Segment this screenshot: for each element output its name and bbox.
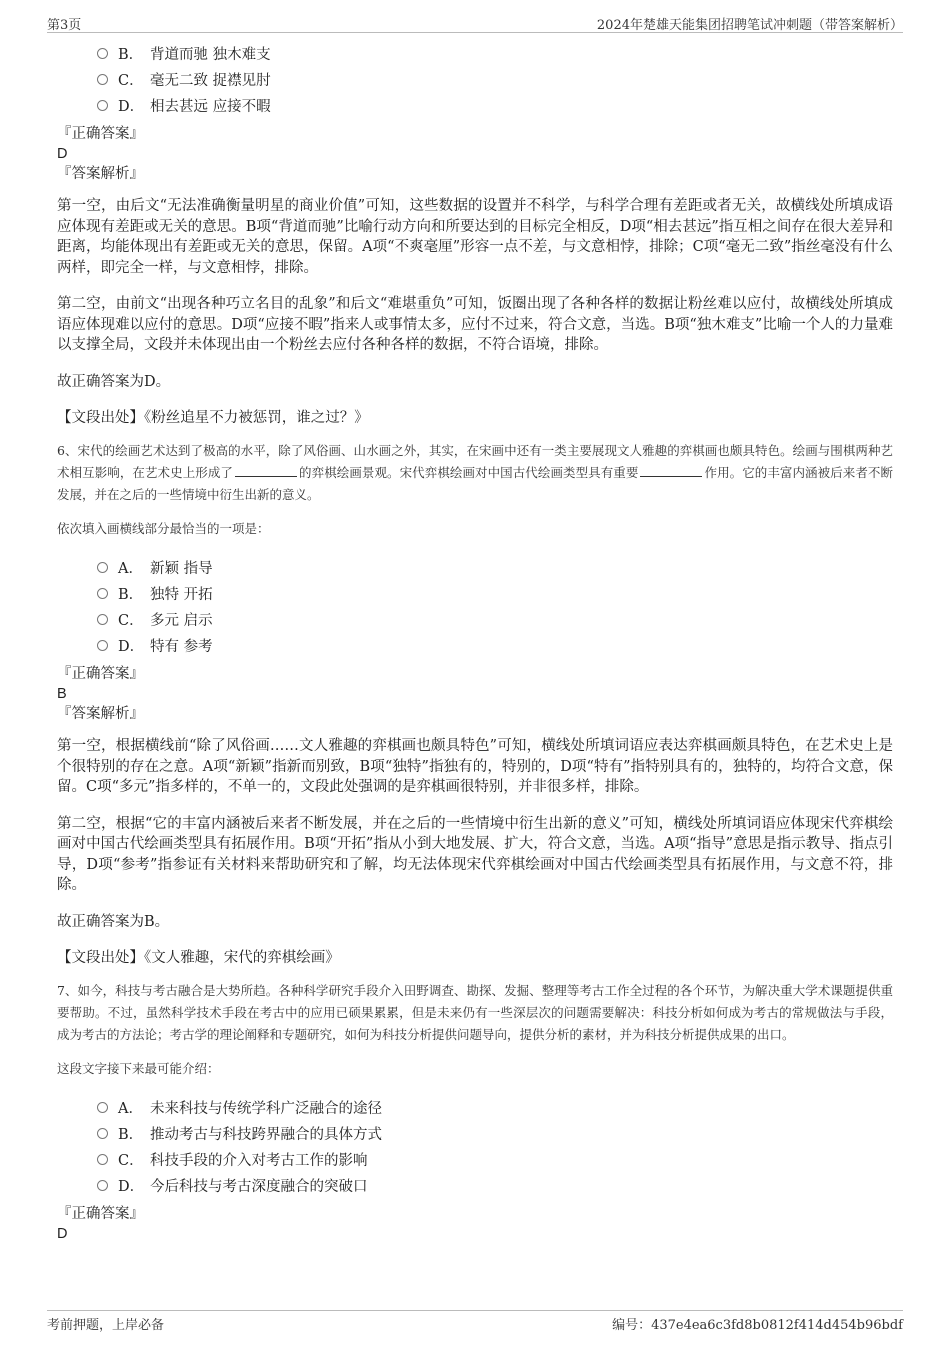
option-letter: C．: [118, 612, 144, 629]
q7-options: [97, 1094, 893, 1198]
answer-value: D: [57, 1226, 68, 1242]
q6-option-c[interactable]: [97, 606, 893, 632]
option-text: 毫无二致 捉襟见肘: [150, 72, 271, 89]
question-stem: [57, 440, 893, 506]
option-text: 未来科技与传统学科广泛融合的途径: [150, 1100, 382, 1117]
option-letter: D．: [118, 1178, 145, 1195]
option-letter: C．: [118, 72, 144, 89]
option-text: 背道而驰 独木难支: [150, 46, 271, 63]
q7-option-a[interactable]: [97, 1094, 893, 1120]
option-letter: B．: [118, 586, 144, 603]
q5-option-d[interactable]: [97, 92, 893, 118]
radio-icon[interactable]: [97, 614, 108, 625]
footer-serial: 编号：437e4ea6c3fd8b0812f414d454b96bdf: [612, 1318, 903, 1333]
radio-icon[interactable]: [97, 1180, 108, 1191]
analysis-conclusion: 故正确答案为D。: [57, 373, 171, 390]
q7-option-b[interactable]: [97, 1120, 893, 1146]
radio-icon[interactable]: [97, 48, 108, 59]
answer-label: 『正确答案』: [57, 1206, 144, 1222]
option-letter: B．: [118, 46, 144, 63]
q6-options: [97, 554, 893, 658]
footer-slogan: 考前押题，上岸必备: [47, 1318, 165, 1333]
analysis-paragraph: 第二空，根据“它的丰富内涵被后来者不断发展，并在之后的一些情境中衍生出新的意义”可知，横线处所填词语应体现宋代弈棋绘画对中国古代绘画类型具有拓展作用。B项“开拓”指从小到大地发展、扩大，符合文意，当选。A项“指导”意思是指示教导、指点引导，D项“参考”指参证有关材料来帮助研究和了解，均无法体现宋代弈棋绘画对中国古代绘画类型具有拓展作用，与文意不符，排除。: [57, 815, 893, 893]
q5-options: [97, 40, 893, 118]
question-stem: 7、如今，科技与考古融合是大势所趋。各种科学研究手段介入田野调查、勘探、发掘、整理等考古工作全过程的各个环节，为解决重大学术课题提供重要帮助。不过，虽然科学技术手段在考古中的应用已硕果累累，但是未来仍有一些深层次的问题需要解决：科技分析如何成为考古的常规做法与手段，成为考古的方法论；考古学的理论阐释和专题研究，如何为科技分析提供问题导向，提供分析的素材，并为科技分析提供成果的出口。: [57, 983, 893, 1042]
q5-option-c[interactable]: [97, 66, 893, 92]
source-citation: 【文段出处】《粉丝追星不力被惩罚，谁之过？》: [57, 410, 369, 426]
stem-part: 作用。它的丰富内涵被后来者不断发展，并在之后的一些情境中衍生出新的意义。: [57, 465, 893, 502]
q6-option-b[interactable]: [97, 580, 893, 606]
q6-option-a[interactable]: [97, 554, 893, 580]
header-divider: [47, 32, 903, 33]
option-letter: A．: [118, 1100, 143, 1117]
option-text: 推动考古与科技跨界融合的具体方式: [150, 1126, 382, 1143]
analysis-conclusion: 故正确答案为B。: [57, 913, 170, 930]
q6-option-d[interactable]: [97, 632, 893, 658]
option-text: 今后科技与考古深度融合的突破口: [150, 1178, 368, 1195]
radio-icon[interactable]: [97, 1154, 108, 1165]
stem-part: 6、宋代的绘画艺术达到了极高的水平，除了风俗画、山水画之外，其实，在宋画中还有一类主要展现文人雅趣的弈棋画也颇具特色。绘画与围棋两种艺术相互影响，在艺术史上形成了: [57, 443, 893, 480]
analysis-paragraph: 第二空，由前文“出现各种巧立名目的乱象”和后文“难堪重负”可知，饭圈出现了各种各样的数据让粉丝难以应付，故横线处所填成语应体现难以应付的意思。D项“应接不暇”指来人或事情太多，应付不过来，符合文意，当选。B项“独木难支”比喻一个人的力量难以支撑全局，文段并未体现出由一个粉丝去应付各种各样的数据，不符合语境，排除。: [57, 296, 893, 353]
q5-option-b[interactable]: [97, 40, 893, 66]
answer-label: 『正确答案』: [57, 126, 144, 142]
option-letter: D．: [118, 638, 145, 655]
analysis-label: 『答案解析』: [57, 166, 144, 182]
option-text: 新颖 指导: [150, 560, 213, 577]
analysis-paragraph: 第一空，由后文“无法准确衡量明星的商业价值”可知，这些数据的设置并不科学，与科学合理有差距或者无关，故横线处所填成语应体现有差距或无关的意思。B项“背道而驰”比喻行动方向和所要达到的目标完全相反，D项“相去甚远”指互相之间存在很大差异和距离，均能体现出有差距或无关的意思，保留。A项“不爽毫厘”形容一点不差，与文意相悖，排除；C项“毫无二致”指丝毫没有什么两样，即完全一样，与文意相悖，排除。: [57, 198, 893, 276]
question-prompt: 依次填入画横线部分最恰当的一项是：: [57, 521, 270, 536]
q7-option-d[interactable]: [97, 1172, 893, 1198]
radio-icon[interactable]: [97, 1102, 108, 1113]
stem-part: 的弈棋绘画景观。宋代弈棋绘画对中国古代绘画类型具有重要: [298, 465, 639, 480]
radio-icon[interactable]: [97, 1128, 108, 1139]
fill-blank: [640, 464, 702, 477]
page-number: 第3页: [47, 18, 82, 33]
radio-icon[interactable]: [97, 100, 108, 111]
option-text: 科技手段的介入对考古工作的影响: [150, 1152, 368, 1169]
document-title: 2024年楚雄天能集团招聘笔试冲刺题（带答案解析）: [596, 18, 903, 33]
option-letter: C．: [118, 1152, 144, 1169]
answer-value: B: [57, 686, 67, 702]
option-letter: D．: [118, 98, 145, 115]
analysis-label: 『答案解析』: [57, 706, 144, 722]
option-text: 相去甚远 应接不暇: [150, 98, 271, 115]
option-letter: A．: [118, 560, 143, 577]
radio-icon[interactable]: [97, 640, 108, 651]
question-prompt: 这段文字接下来最可能介绍：: [57, 1061, 220, 1076]
radio-icon[interactable]: [97, 562, 108, 573]
q7-option-c[interactable]: [97, 1146, 893, 1172]
fill-blank: [235, 464, 297, 477]
answer-value: D: [57, 146, 68, 162]
source-citation: 【文段出处】《文人雅趣，宋代的弈棋绘画》: [57, 950, 340, 966]
option-letter: B．: [118, 1126, 144, 1143]
option-text: 多元 启示: [150, 612, 213, 629]
analysis-paragraph: 第一空，根据横线前“除了风俗画……文人雅趣的弈棋画也颇具特色”可知，横线处所填词语应表达弈棋画颇具特色，在艺术史上是个很特别的存在之意。A项“新颖”指新而别致，B项“独特”指独有的，特别的，D项“特有”指特别具有的，独特的，均符合文意，保留。C项“多元”指多样的，不单一的，文段此处强调的是弈棋画很特别，并非很多样，排除。: [57, 738, 893, 795]
page-content: [57, 40, 893, 1244]
footer-divider: [47, 1310, 903, 1311]
radio-icon[interactable]: [97, 74, 108, 85]
radio-icon[interactable]: [97, 588, 108, 599]
option-text: 特有 参考: [150, 638, 213, 655]
option-text: 独特 开拓: [150, 586, 213, 603]
answer-label: 『正确答案』: [57, 666, 144, 682]
